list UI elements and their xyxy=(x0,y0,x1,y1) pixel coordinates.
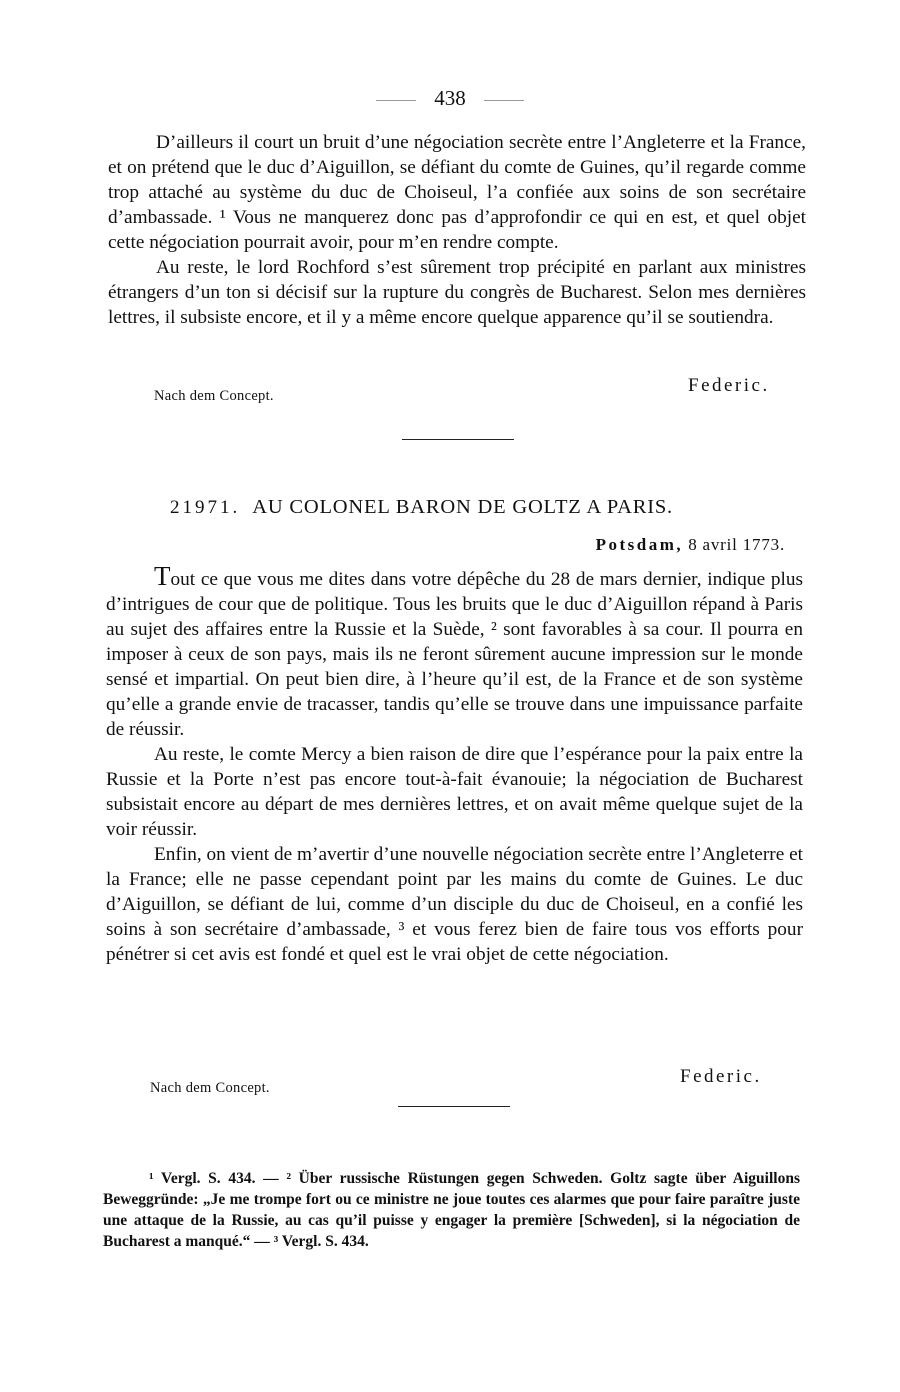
section-divider xyxy=(402,439,514,440)
top-signature: Federic. xyxy=(688,375,770,396)
page-number-dash-left xyxy=(376,100,416,101)
letter-date: 8 avril 1773. xyxy=(688,535,785,554)
top-section xyxy=(108,130,806,330)
top-paragraph-2: Au reste, le lord Rochford s’est sûrement trop précipité en parlant aux ministres étrangers d’un ton si décisif sur la rupture du congrès de Bucharest. Selon mes dernières lettres, il subsiste encore, et il y a même encore quelque apparence qu’il se soutiendra. xyxy=(108,257,806,328)
letter-number: 21971. xyxy=(170,497,241,518)
letter-paragraph-3: Enfin, on vient de m’avertir d’une nouvelle négociation secrète entre l’Angleterre et la France; elle ne passe cependant point par les mains du comte de Guines. Le duc d’Aiguillon, se défiant de lui, comme d’un disciple du duc de Choiseul, en a confié les soins à son secrétaire d’ambassade, ³ et vous ferez bien de faire tous vos efforts pour pénétrer si cet avis est fondé et quel est le vrai objet de cette négociation. xyxy=(106,844,803,965)
letter-paragraph-1 xyxy=(106,561,803,742)
letter-title: AU COLONEL BARON DE GOLTZ A PARIS. xyxy=(252,496,673,518)
top-paragraph-1: D’ailleurs il court un bruit d’une négociation secrète entre l’Angleterre et la France, et on prétend que le duc d’Aiguillon, se défiant du comte de Guines, qu’il regarde comme trop attaché au système du duc de Choiseul, l’a confiée aux soins de son secrétaire d’ambassade. ¹ Vous ne manquerez donc pas d’approfondir ce qui en est, et quel objet cette négociation pourrait avoir, pour m’en rendre compte. xyxy=(108,132,806,253)
drop-initial: T xyxy=(154,561,171,591)
page-number-dash-right xyxy=(484,100,524,101)
footnote-divider xyxy=(398,1106,510,1107)
letter-signature: Federic. xyxy=(680,1066,762,1087)
letter-place: Potsdam, xyxy=(595,535,684,554)
letter-heading xyxy=(170,496,673,519)
letter-dateline xyxy=(596,535,785,555)
top-source-note: Nach dem Concept. xyxy=(154,388,274,404)
letter-body xyxy=(106,561,803,967)
footnotes xyxy=(103,1168,800,1252)
letter-paragraph-2: Au reste, le comte Mercy a bien raison de dire que l’espérance pour la paix entre la Russie et la Porte n’est pas encore tout-à-fait évanouie; la négociation de Bucharest subsistait encore au départ de mes dernières lettres, et on avait même quelque sujet de la voir réussir. xyxy=(106,744,803,840)
letter-source-note: Nach dem Concept. xyxy=(150,1080,270,1096)
letter-paragraph-1-text: out ce que vous me dites dans votre dépêche du 28 de mars dernier, indique plus d’intrigues de cour que de politique. Tous les bruits que le duc d’Aiguillon répand à Paris au sujet des affaires entre la Russie et la Suède, ² sont favorables à sa cour. Il pourra en imposer à ceux de son pays, mais ils ne feront sûrement aucune impression sur le monde sensé et impartial. On peut bien dire, à l’heure qu’il est, de la France et de son système qu’elle a grande envie de tracasser, tandis qu’elle se trouve dans une impuissance parfaite de réussir. xyxy=(106,569,803,740)
page-number xyxy=(0,86,900,111)
footnote-text: ¹ Vergl. S. 434. — ² Über russische Rüstungen gegen Schweden. Goltz sagte über Aiguillons Beweggründe: „Je me trompe fort ou ce ministre ne joue toutes ces alarmes que pour faire paraître juste une attaque de la Russie, au cas qu’il puisse y engager la première [Schweden], si la négociation de Bucharest a manqué.“ — ³ Vergl. S. 434. xyxy=(103,1170,800,1250)
page-number-text: 438 xyxy=(434,86,466,110)
